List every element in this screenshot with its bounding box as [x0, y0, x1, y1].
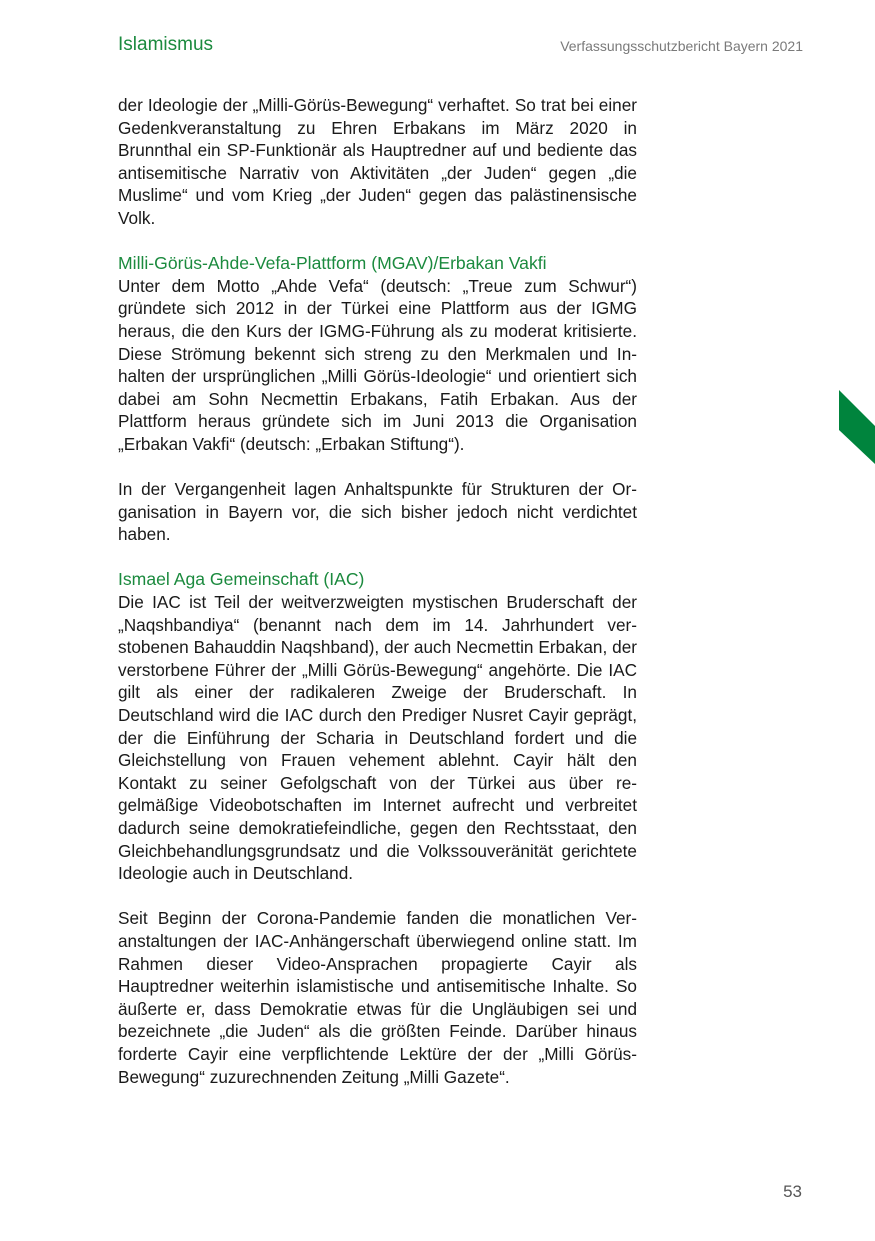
paragraph-milli-goerues-continued: der Ideologie der „Milli-Görüs-Bewegung“ verhaftet. So trat bei einer Gedenkveranstaltung zu Ehren Erbakans im März 2020 in Brunnthal ein SP-Funktionär als Hauptredner auf und bediente das antisemitische Narrativ von Aktivitäten „der Juden“ gegen „die Muslime“ und vom Krieg „der Juden“ gegen das palästinensische Volk.	[118, 95, 637, 228]
paragraph-iac-corona: Seit Beginn der Corona-Pandemie fanden die monatlichen Veranstaltungen der IAC-Anhängerschaft überwiegend online statt. Im Rahmen dieser Video-Ansprachen propagierte Cayir als Hauptredner weiterhin islamistische und antisemitische Inhalte. So äußerte er, dass Demokratie etwas für die Ungläubigen sei und bezeichnete „die Juden“ als die größten Feinde. Darüber hinaus forderte Cayir eine verpflichtende Lektüre der der „Milli Görüs-Bewegung“ zuzurechnenden Zeitung „Milli Gazete“.	[118, 908, 637, 1087]
heading-iac: Ismael Aga Gemeinschaft (IAC)	[118, 569, 365, 590]
chapter-tab-shape	[839, 390, 875, 464]
chapter-tab-marker	[839, 390, 875, 464]
paragraph-iac-description: Die IAC ist Teil der weitverzweigten mystischen Bruderschaft der „Naqshbandiya“ (benannt nach dem im 14. Jahrhundert verstobenen Bahauddin Naqshband), der auch Necmettin Erbakan, der verstorbene Führer der „Milli Görüs-Bewegung“ angehörte. Die IAC gilt als einer der radikaleren Zweige der Bruderschaft. In Deutschland wird die IAC durch den Prediger Nusret Cayir geprägt, der die Einführung der Scharia in Deutschland fordert und die Gleichstellung von Frauen vehement ablehnt. Cayir hält den Kontakt zu seiner Gefolgschaft von der Türkei aus über regelmäßige Videobotschaften im Internet aufrecht und verbreitet dadurch seine demokratiefeindliche, gegen den Rechtsstaat, den Gleichbehandlungsgrundsatz und die Volkssouveränität gerichtete Ideologie auch in Deutschland.	[118, 592, 637, 884]
section-title: Islamismus	[118, 34, 214, 55]
main-text	[118, 94, 637, 1088]
heading-mgav: Milli-Görüs-Ahde-Vefa-Plattform (MGAV)/Erbakan Vakfi	[118, 253, 547, 274]
paragraph-mgav-founding: Unter dem Motto „Ahde Vefa“ (deutsch: „Treue zum Schwur“) gründete sich 2012 in der Türkei eine Plattform aus der IGMG heraus, die den Kurs der IGMG-Führung als zu moderat kritisierte. Diese Strömung bekennt sich streng zu den Merkmalen und Inhalten der ursprünglichen „Milli Görüs-Ideologie“ und orientiert sich dabei am Sohn Necmettin Erbakans, Fatih Erbakan. Aus der Plattform heraus gründete sich im Juni 2013 die Organisation „Erbakan Vakfi“ (deutsch: „Erbakan Stiftung“).	[118, 275, 637, 454]
page-number: 53	[783, 1182, 802, 1201]
paragraph-mgav-bavaria: In der Vergangenheit lagen Anhaltspunkte für Strukturen der Organisation in Bayern vor, die sich bisher jedoch nicht verdichtet haben.	[118, 479, 637, 545]
report-title: Verfassungsschutzbericht Bayern 2021	[560, 38, 803, 54]
